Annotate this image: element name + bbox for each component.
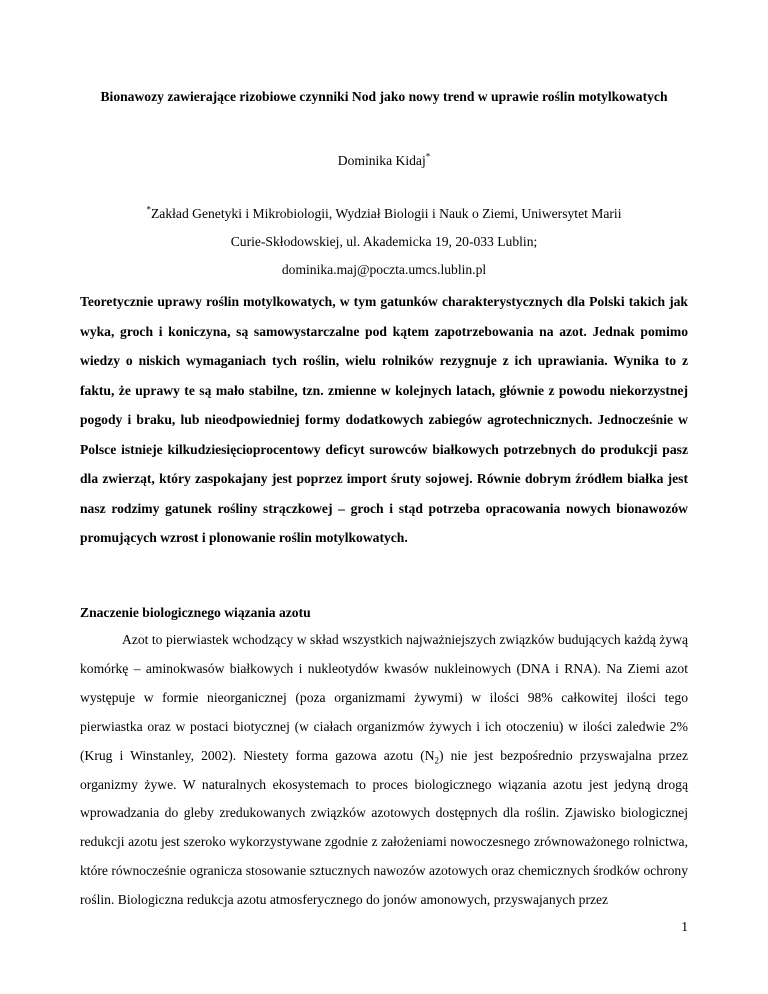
author-affiliation [80, 200, 688, 284]
affiliation-line-1-text: Zakład Genetyki i Mikrobiologii, Wydział Biologii i Nauk o Ziemi, Uniwersytet Marii [151, 206, 622, 221]
author-name-text: Dominika Kidaj [337, 153, 426, 168]
body-text-part-1: Azot to pierwiastek wchodzący w skład wszystkich najważniejszych związków budujących każdą żywą komórkę – aminokwasów białkowych i nukleotydów kwasów nukleinowych (DNA i RNA). Na Ziemi azot występuje w formie nieorganicznej (poza organizmami żywymi) w ilości 98% całkowitej ilości tego pierwiastka oraz w postaci biotycznej (w ciałach organizmów żywych i ich otoczeniu) w ilości zaledwie 2% (Krug i Winstanley, 2002). Niestety forma gazowa azotu (N [80, 632, 688, 763]
abstract-paragraph: Teoretycznie uprawy roślin motylkowatych, w tym gatunków charakterystycznych dla Polski takich jak wyka, groch i koniczyna, są samowystarczalne pod kątem zapotrzebowania na azot. Jednak pomimo wiedzy o niskich wymaganiach tych roślin, wielu rolników rezygnuje z ich uprawiania. Wynika to z faktu, że uprawy te są mało stabilne, tzn. zmienne w kolejnych latach, głównie z powodu niekorzystnej pogody i braku, lub nieodpowiedniej formy dodatkowych zabiegów agrotechnicznych. Jednocześnie w Polsce istnieje kilkudziesięcioprocentowy deficyt surowców białkowych potrzebnych do produkcji pasz dla zwierząt, który zaspokajany jest poprzez import śruty sojowej. Równie dobrym źródłem białka jest nasz rodzimy gatunek rośliny strączkowej – groch i stąd potrzeba opracowania nowych bionawozów promujących wzrost i plonowanie roślin motylkowatych. [80, 294, 688, 545]
paper-title: Bionawozy zawierające rizobiowe czynniki Nod jako nowy trend w uprawie roślin motylkowatych [100, 89, 668, 104]
author-name [80, 146, 688, 175]
page-number: 1 [681, 919, 688, 934]
body-text-part-2: ) nie jest bezpośrednio przyswajalna przez organizmy żywe. W naturalnych ekosystemach to proces biologicznego wiązania azotu jest jedyną drogą wprowadzania do gleby zredukowanych związków azotowych dostępnych dla roślin. Zjawisko biologicznej redukcji azotu jest szeroko wykorzystywane zgodnie z założeniami nowoczesnego zrównoważonego rolnictwa, które równocześnie ogranicza stosowanie sztucznych nawozów azotowych oraz chemicznych środków ochrony roślin. Biologiczna redukcja azotu atmosferycznego do jonów amonowych, przyswajanych przez [80, 747, 688, 908]
body-paragraph [80, 626, 688, 915]
affiliation-line-1 [80, 200, 688, 228]
author-footnote-marker: * [425, 151, 431, 162]
section-heading: Znaczenie biologicznego wiązania azotu [80, 605, 311, 620]
affiliation-footnote-marker: * [146, 204, 151, 215]
nitrogen-subscript: 2 [434, 755, 440, 766]
author-email: dominika.maj@poczta.umcs.lublin.pl [281, 262, 487, 277]
affiliation-line-2: Curie-Skłodowskiej, ul. Akademicka 19, 20-033 Lublin; [230, 234, 538, 249]
